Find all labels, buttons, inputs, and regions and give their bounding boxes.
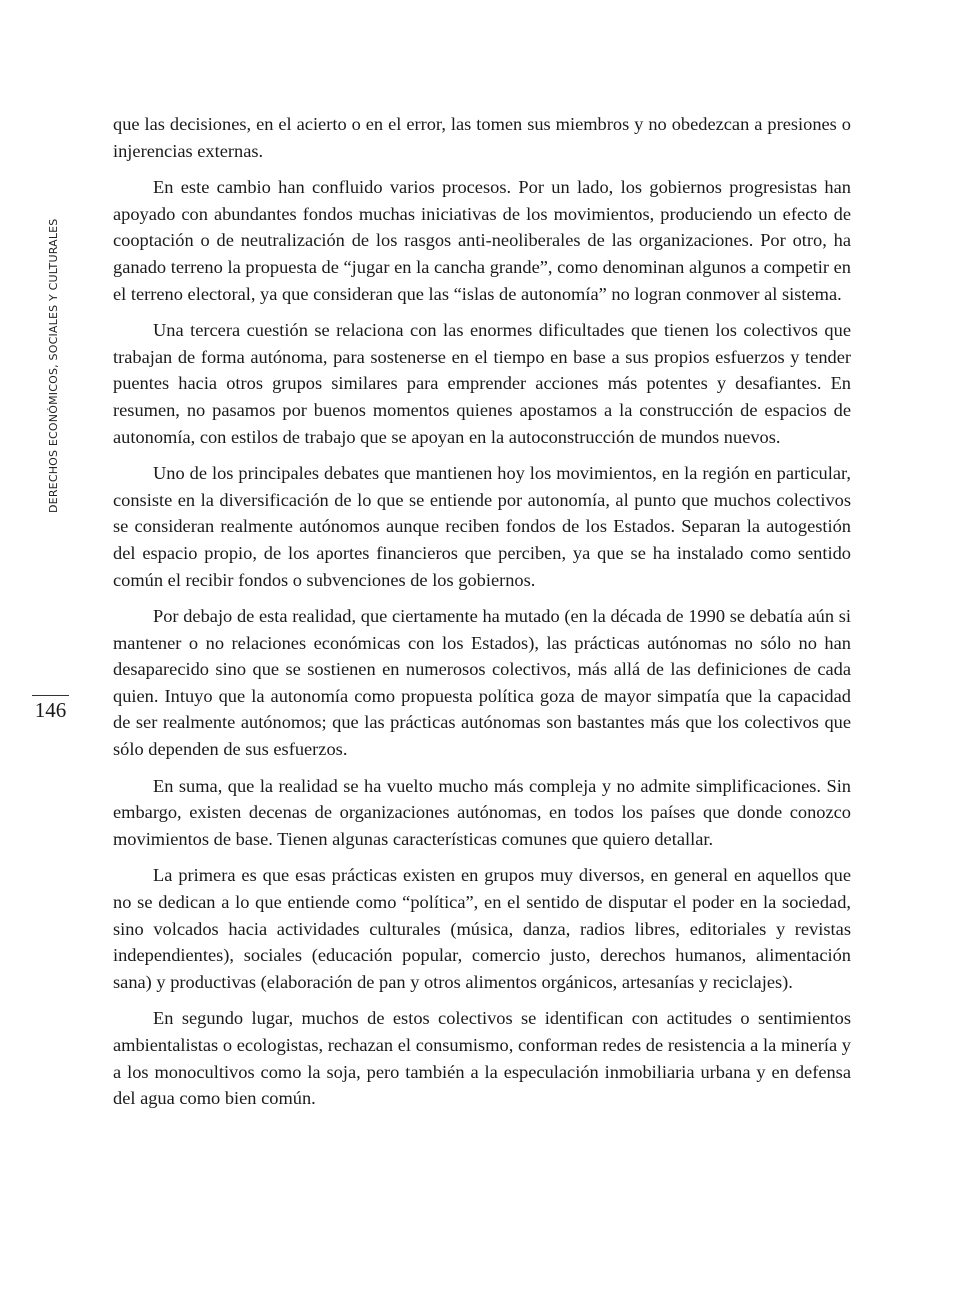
- paragraph-continued: que las decisiones, en el acierto o en el error, las tomen sus miembros y no obedezcan a presiones o injerencias externas.: [113, 114, 851, 161]
- page-number-rule: [32, 695, 69, 696]
- paragraph: En este cambio han confluido varios procesos. Por un lado, los gobiernos progresistas han apoyado con abundantes fondos muchas iniciativas de los movimientos, produciendo un efecto de cooptación o de neutralización de los rasgos anti-neoliberales de las organizaciones. Por otro, ha ganado terreno la propuesta de “jugar en la cancha grande”, como denominan algunos a competir en el terreno electoral, ya que consideran que las “islas de autonomía” no logran conmover al sistema.: [113, 177, 851, 304]
- running-head: DERECHOS ECONÓMICOS, SOCIALES Y CULTURALES: [47, 218, 60, 513]
- paragraph: En segundo lugar, muchos de estos colectivos se identifican con actitudes o sentimientos ambientalistas o ecologistas, rechazan el consumismo, conforman redes de resistencia a la minería y a los monocultivos como la soja, pero también a la especulación inmobiliaria urbana y en defensa del agua como bien común.: [113, 1008, 851, 1109]
- paragraph: Por debajo de esta realidad, que ciertamente ha mutado (en la década de 1990 se debatía aún si mantener o no relaciones económicas con los Estados), las prácticas autónomas no sólo no han desaparecido sino que se sostienen en numerosos colectivos, más allá de las definiciones de cada quien. Intuyo que la autonomía como propuesta política goza de mayor simpatía que la capacidad de ser realmente autónomos; que las prácticas autónomas son bastantes más que los colectivos que sólo dependen de sus esfuerzos.: [113, 606, 851, 760]
- paragraph: Una tercera cuestión se relaciona con las enormes dificultades que tienen los colectivos que trabajan de forma autónoma, para sostenerse en el tiempo en base a sus propios esfuerzos y tender puentes hacia otros grupos similares para emprender acciones más potentes y desafiantes. En resumen, no pasamos por buenos momentos quienes apostamos a la construcción de espacios de autonomía, con estilos de trabajo que se apoyan en la autoconstrucción de mundos nuevos.: [113, 320, 851, 447]
- paragraph: La primera es que esas prácticas existen en grupos muy diversos, en general en aquellos que no se dedican a lo que entiende como “política”, en el sentido de disputar el poder en la sociedad, sino volcados hacia actividades culturales (música, danza, radios libres, editoriales y revistas independientes), sociales (educación popular, comercio justo, derechos humanos, alimentación sana) y productivas (elaboración de pan y otros alimentos orgánicos, artesanías y reciclajes).: [113, 865, 851, 992]
- page-number: 146: [34, 698, 67, 722]
- paragraph: Uno de los principales debates que mantienen hoy los movimientos, en la región en particular, consiste en la diversificación de lo que se entiende por autonomía, al punto que muchos colectivos se consideran realmente autónomos aunque reciben fondos de los Estados. Separan la autogestión del espacio propio, de los aportes financieros que perciben, ya que se ha instalado como sentido común el recibir fondos o subvenciones de los gobiernos.: [113, 463, 851, 590]
- paragraph: En suma, que la realidad se ha vuelto mucho más compleja y no admite simplificaciones. Sin embargo, existen decenas de organizaciones autónomas, en todos los países que donde conozco movimientos de base. Tienen algunas características comunes que quiero detallar.: [113, 775, 851, 849]
- body-text: [113, 111, 851, 1122]
